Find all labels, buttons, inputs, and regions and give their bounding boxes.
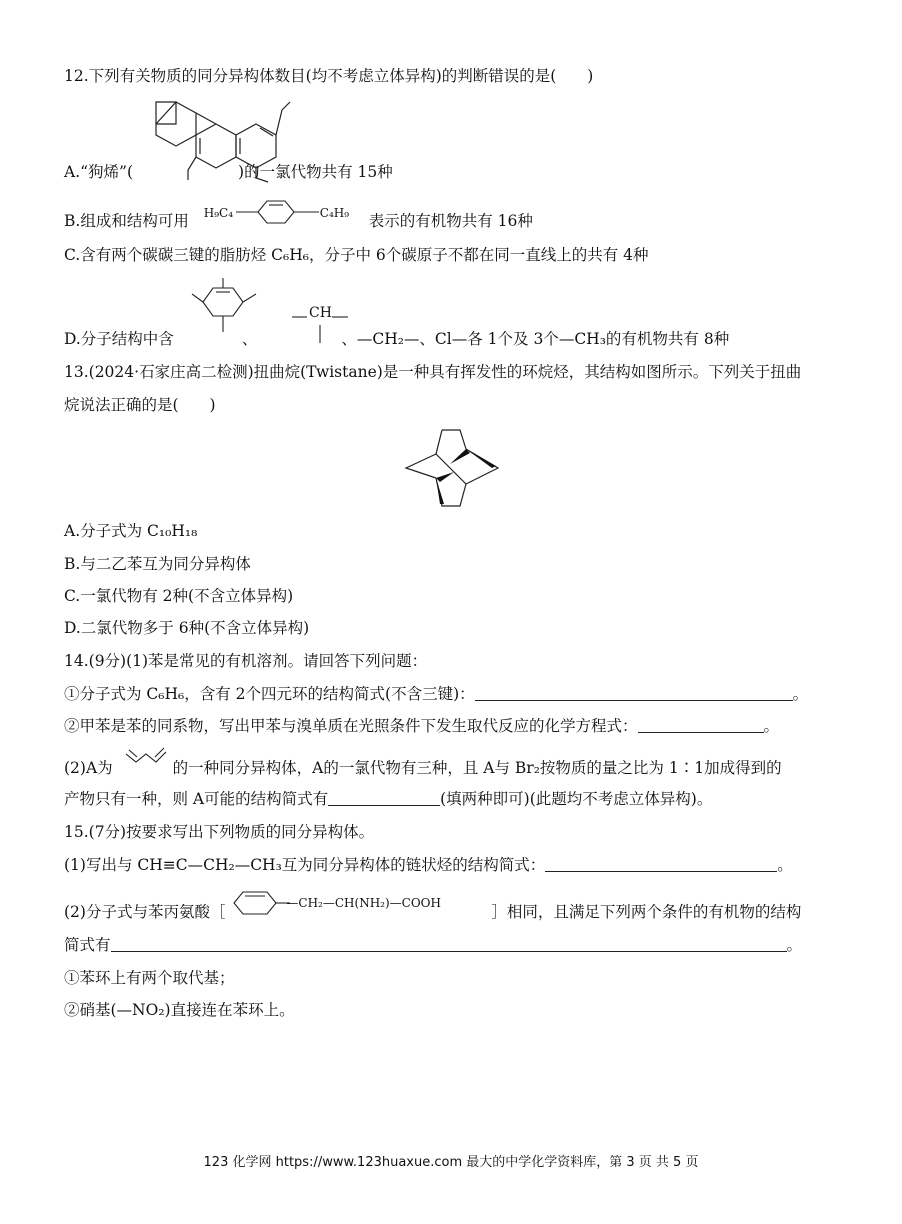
q14-part2-line2-text: 产物只有一种，则 A可能的结构简式有 bbox=[64, 790, 329, 808]
q12-a-suffix: )的一氯代物共有 15种 bbox=[238, 163, 393, 181]
q12-option-d bbox=[64, 329, 729, 349]
q14-part2-suffix: 的一种同分异构体，A的一氯代物有三种，且 A与 Br₂按物质的量之比为 1∶1加成得到的 bbox=[172, 759, 782, 777]
q13-stem-line1: 13.(2024·石家庄高二检测)扭曲烷(Twistane)是一种具有挥发性的环烷烃，其结构如图所示。下列关于扭曲 bbox=[64, 363, 802, 381]
q14-item2-text: ②甲苯是苯的同系物，写出甲苯与溴单质在光照条件下发生取代反应的化学方程式： bbox=[64, 717, 638, 735]
page-footer: 123 化学网 https://www.123huaxue.com 最大的中学化学资料库，第 3 页 共 5 页 bbox=[203, 1155, 699, 1170]
phenylalanine-structure bbox=[230, 896, 486, 920]
q14-item1 bbox=[64, 684, 808, 704]
q13-option-c: C.一氯代物有 2种(不含立体异构) bbox=[64, 587, 294, 605]
q14-part2-line2-suffix: (填两种即可)(此题均不考虑立体异构)。 bbox=[440, 790, 713, 808]
q12-d-suffix: 、—CH₂—、Cl—各 1个及 3个—CH₃的有机物共有 8种 bbox=[341, 330, 730, 348]
q15-part1-end: 。 bbox=[777, 856, 793, 874]
substituted-benzene-structure bbox=[190, 278, 260, 334]
q14-item2-end: 。 bbox=[763, 717, 780, 735]
q13-option-b: B.与二乙苯互为同分异构体 bbox=[64, 555, 251, 573]
q12-option-a bbox=[64, 162, 393, 182]
dibutylbenzene-structure bbox=[194, 206, 364, 229]
q15-condition-1: ①苯环上有两个取代基； bbox=[64, 969, 235, 987]
q15-part2-line2 bbox=[64, 935, 802, 955]
q12-b-suffix: 表示的有机物共有 16种 bbox=[368, 212, 533, 230]
q13-stem-line2: 烷说法正确的是( ) bbox=[64, 396, 216, 414]
q14-part2-prefix: (2)A为 bbox=[64, 759, 113, 777]
twistane-structure bbox=[400, 424, 505, 514]
q15-part2-line1 bbox=[64, 896, 802, 922]
phenylalanine-side-chain: —CH₂—CH(NH₂)—COOH bbox=[286, 896, 441, 910]
q12-option-c: C.含有两个碳碳三键的脂肪烃 C₆H₆，分子中 6个碳原子不都在同一直线上的共有 4种 bbox=[64, 246, 649, 264]
q15-condition-2: ②硝基(—NO₂)直接连在苯环上。 bbox=[64, 1001, 295, 1019]
q15-stem: 15.(7分)按要求写出下列物质的同分异构体。 bbox=[64, 823, 375, 841]
q14-item1-end: 。 bbox=[792, 685, 809, 703]
q15-part2-prefix: (2)分子式与苯丙氨酸［ bbox=[64, 903, 226, 921]
q14-item1-text: ①分子式为 C₆H₆，含有 2个四元环的结构简式(不含三键)： bbox=[64, 685, 475, 703]
q15-part2-line2-text: 简式有 bbox=[64, 936, 111, 954]
q12-stem: 12.下列有关物质的同分异构体数目(均不考虑立体异构)的判断错误的是( ) bbox=[64, 67, 594, 85]
q14-item2-blank bbox=[638, 718, 764, 733]
q14-part2-line1 bbox=[64, 758, 782, 778]
q14-item2 bbox=[64, 716, 779, 736]
q12-d-separator: 、 bbox=[241, 330, 258, 348]
q15-part2-suffix: ］相同，且满足下列两个条件的有机物的结构 bbox=[491, 903, 802, 921]
q14-stem: 14.(9分)(1)苯是常见的有机溶剂。请回答下列问题： bbox=[64, 652, 428, 670]
q15-part2-blank bbox=[111, 937, 787, 952]
q12-b-prefix: B.组成和结构可用 bbox=[64, 212, 189, 230]
q14-part2-blank bbox=[328, 791, 440, 806]
q13-option-d: D.二氯代物多于 6种(不含立体异构) bbox=[64, 619, 310, 637]
q15-part2-end: 。 bbox=[786, 936, 803, 954]
q12-a-prefix: A.“狗烯”( bbox=[64, 163, 134, 181]
q13-option-a: A.分子式为 C₁₀H₁₈ bbox=[64, 522, 198, 540]
q12-d-prefix: D.分子结构中含 bbox=[64, 330, 174, 348]
q15-part1-text: (1)写出与 CH≡C—CH₂—CH₃互为同分异构体的链状烃的结构简式： bbox=[64, 856, 546, 874]
q15-part1-blank bbox=[545, 857, 777, 872]
butyl-left-label: H₉C₄ bbox=[203, 206, 234, 220]
q14-part2-line2 bbox=[64, 789, 712, 809]
ch-label: CH bbox=[309, 305, 332, 321]
q15-part1 bbox=[64, 855, 793, 875]
q14-item1-blank bbox=[475, 686, 793, 701]
butyl-right-label: C₄H₉ bbox=[319, 206, 350, 220]
q12-option-b bbox=[64, 206, 533, 231]
